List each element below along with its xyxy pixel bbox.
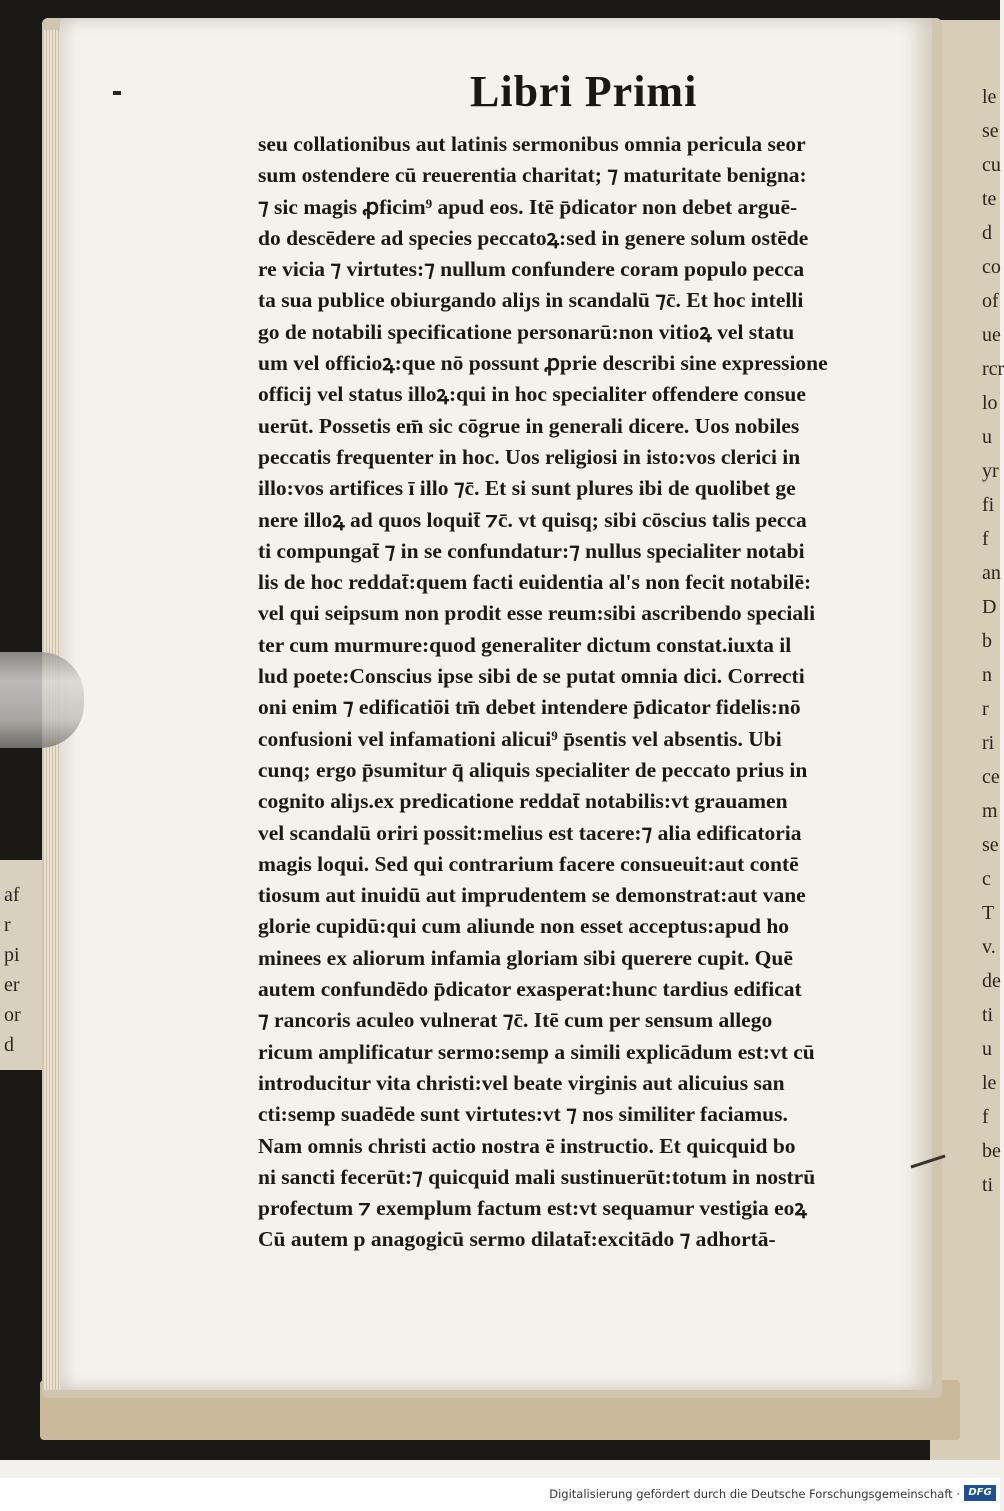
text-line: vel scandalū oriri possit:melius est tacere:⁊ alia edificatoria — [258, 820, 802, 845]
text-line: vel qui seipsum non prodit esse reum:sibi ascribendo speciali — [258, 601, 816, 626]
text-line: autem confundēdo p̄dicator exasperat:hunc tardius edificat — [258, 977, 802, 1002]
text-line: cunq; ergo p̄sumitur q̄ aliquis specialiter de peccato prius in — [258, 757, 808, 782]
text-line: oni enim ⁊ edificatiōi tm̄ debet intendere p̄dicator fidelis:nō — [258, 695, 801, 720]
text-line: ricum amplificatur sermo:semp a simili explicādum est:vt cū — [258, 1039, 815, 1064]
text-line: ⁊ rancoris aculeo vulnerat ⁊c̄. Itē cum per sensum allego — [258, 1008, 773, 1033]
margin-mark — [113, 91, 121, 95]
text-line: cognito aliȷs.ex predicatione reddat̄ notabilis:vt grauamen — [258, 789, 788, 814]
text-line: um vel officioꝝ:que nō possunt ꝓprie describi sine expressione — [258, 351, 828, 376]
text-line: go de notabili specificatione personarū:non vitioꝝ vel statu — [258, 319, 795, 344]
text-line: magis loqui. Sed qui contrarium facere consueuit:aut contē — [258, 851, 799, 876]
text-line: Cū autem p anagogicū sermo dilatat̄:excitādo ⁊ adhortā- — [258, 1227, 776, 1252]
text-line: ta sua publice obiurgando aliȷs in scandalū ⁊c̄. Et hoc intelli — [258, 288, 804, 313]
text-line: cti:semp suadēde sunt virtutes:vt ⁊ nos similiter faciamus. — [258, 1102, 788, 1127]
text-line: Nam omnis christi actio nostra ē instructio. Et quicquid bo — [258, 1133, 796, 1158]
text-line: do descēdere ad species peccatoꝝ:sed in genere solum ostēde — [258, 225, 809, 250]
left-page-text-fragment: af r pi er or d — [4, 884, 21, 1056]
text-line: sum ostendere cū reuerentia charitat; ⁊ maturitate benigna: — [258, 163, 807, 188]
text-line: ti compungat̄ ⁊ in se confundatur:⁊ nullus specialiter notabi — [258, 538, 805, 563]
text-line: uerūt. Possetis em̄ sic cōgrue in generali dicere. Uos nobiles — [258, 413, 800, 438]
text-line: officij vel status illoꝝ:qui in hoc specialiter offendere consue — [258, 382, 806, 407]
text-line: confusioni vel infamationi alicui⁹ p̄sentis vel absentis. Ubi — [258, 726, 782, 751]
page-heading: Libri Primi — [470, 67, 698, 116]
text-line: lud poete:Conscius ipse sibi de se putat omnia dici. Correcti — [258, 664, 805, 689]
footer-bar — [0, 1478, 1000, 1511]
footer-credit: Digitalisierung gefördert durch die Deutsche Forschungsgemeinschaft · — [549, 1487, 960, 1501]
text-line: minees ex aliorum infamia gloriam sibi querere cupit. Quē — [258, 945, 793, 970]
text-line: profectum ⁊ exemplum factum est:vt sequamur vestigia eoꝝ — [258, 1196, 807, 1221]
dfg-logo: DFG — [964, 1485, 996, 1501]
facing-page-text-fragment: le se cu te d co of ue rcr lo u yr fi f an D b n r ri ce m se c T v. de ti u le f be ti — [982, 86, 1004, 1196]
text-line: peccatis frequenter in hoc. Uos religiosi in isto:vos clerici in — [258, 444, 801, 469]
text-line: tiosum aut inuidū aut imprudentem se demonstrat:aut vane — [258, 883, 806, 908]
page-clip — [0, 652, 84, 748]
text-line: introducitur vita christi:vel beate virginis aut alicuius san — [258, 1070, 785, 1095]
body-text — [258, 129, 908, 1256]
text-line: nere illoꝝ ad quos loquit̄ ⁊c̄. vt quisq; sibi cōscius talis pecca — [258, 507, 807, 532]
text-line: lis de hoc reddat̄:quem facti euidentia al's non fecit notabilē: — [258, 570, 812, 595]
text-line: ⁊ sic magis ꝓficim⁹ apud eos. Itē p̄dicator non debet arguē- — [258, 194, 798, 219]
text-line: re vicia ⁊ virtutes:⁊ nullum confundere coram populo pecca — [258, 257, 805, 282]
text-line: glorie cupidū:qui cum aliunde non esset acceptus:apud ho — [258, 914, 790, 939]
text-line: illo:vos artifices ī illo ⁊c̄. Et si sunt plures ibi de quolibet ge — [258, 476, 796, 501]
text-line: ni sancti fecerūt:⁊ quicquid mali sustinuerūt:totum in nostrū — [258, 1164, 816, 1189]
text-line: seu collationibus aut latinis sermonibus omnia pericula seor — [258, 132, 806, 156]
text-line: ter cum murmure:quod generaliter dictum constat.iuxta il — [258, 632, 792, 657]
